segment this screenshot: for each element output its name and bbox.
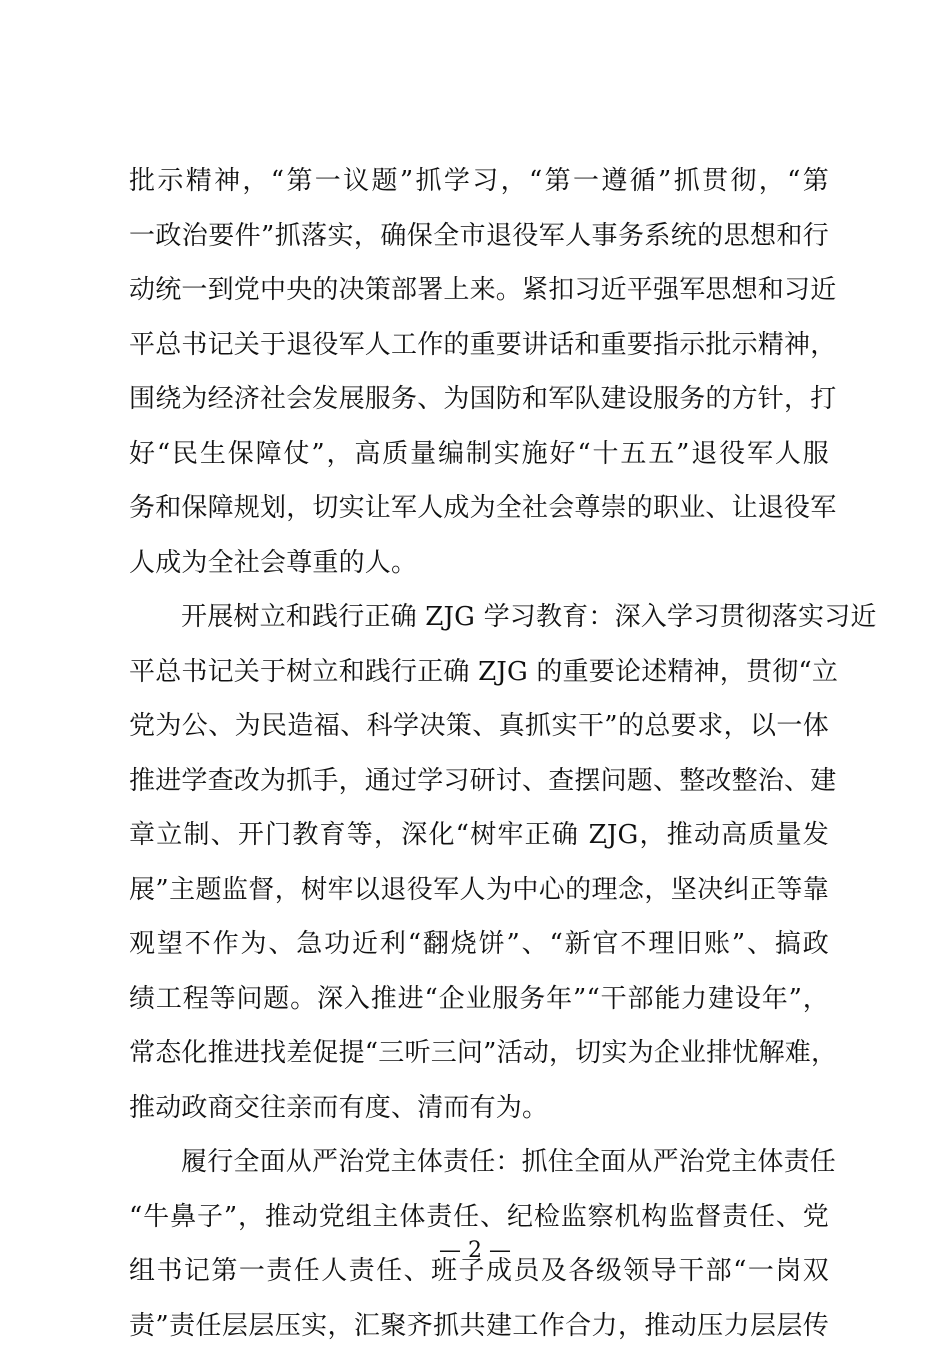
text-line: 推进学查改为抓手，通过学习研讨、查摆问题、整改整治、建 — [129, 754, 829, 809]
text-line: 观望不作为、急功近利“翻烧饼”、“新官不理旧账”、搞政 — [129, 917, 829, 972]
text-line: 平总书记关于树立和践行正确 ZJG 的重要论述精神，贯彻“立 — [129, 645, 829, 700]
text-line: 务和保障规划，切实让军人成为全社会尊崇的职业、让退役军 — [129, 481, 829, 536]
text-line: 组书记第一责任人责任、班子成员及各级领导干部“一岗双 — [129, 1244, 829, 1299]
text-line: 常态化推进找差促提“三听三问”活动，切实为企业排忧解难， — [129, 1026, 829, 1081]
body-text — [129, 154, 829, 1353]
text-line: 好“民生保障仗”，高质量编制实施好“十五五”退役军人服 — [129, 427, 829, 482]
text-line: 动统一到党中央的决策部署上来。紧扣习近平强军思想和习近 — [129, 263, 829, 318]
text-line: 人成为全社会尊重的人。 — [129, 536, 829, 591]
text-line: 平总书记关于退役军人工作的重要讲话和重要指示批示精神， — [129, 318, 829, 373]
text-line: 党为公、为民造福、科学决策、真抓实干”的总要求，以一体 — [129, 699, 829, 754]
text-line: 责”责任层层压实，汇聚齐抓共建工作合力，推动压力层层传 — [129, 1299, 829, 1353]
text-line: 章立制、开门教育等，深化“树牢正确 ZJG，推动高质量发 — [129, 808, 829, 863]
text-line: 批示精神，“第一议题”抓学习，“第一遵循”抓贯彻，“第 — [129, 154, 829, 209]
text-line: 一政治要件”抓落实，确保全市退役军人事务系统的思想和行 — [129, 209, 829, 264]
paragraph-start-line: 开展树立和践行正确 ZJG 学习教育：深入学习贯彻落实习近 — [129, 590, 829, 645]
text-line: 围绕为经济社会发展服务、为国防和军队建设服务的方针，打 — [129, 372, 829, 427]
text-line: 展”主题监督，树牢以退役军人为中心的理念，坚决纠正等靠 — [129, 863, 829, 918]
text-line: 推动政商交往亲而有度、清而有为。 — [129, 1081, 829, 1136]
text-line: 绩工程等问题。深入推进“企业服务年”“干部能力建设年”， — [129, 972, 829, 1027]
page-number: — 2 — — [0, 1236, 950, 1266]
text-line: “牛鼻子”，推动党组主体责任、纪检监察机构监督责任、党 — [129, 1190, 829, 1245]
paragraph-start-line: 履行全面从严治党主体责任：抓住全面从严治党主体责任 — [129, 1135, 829, 1190]
